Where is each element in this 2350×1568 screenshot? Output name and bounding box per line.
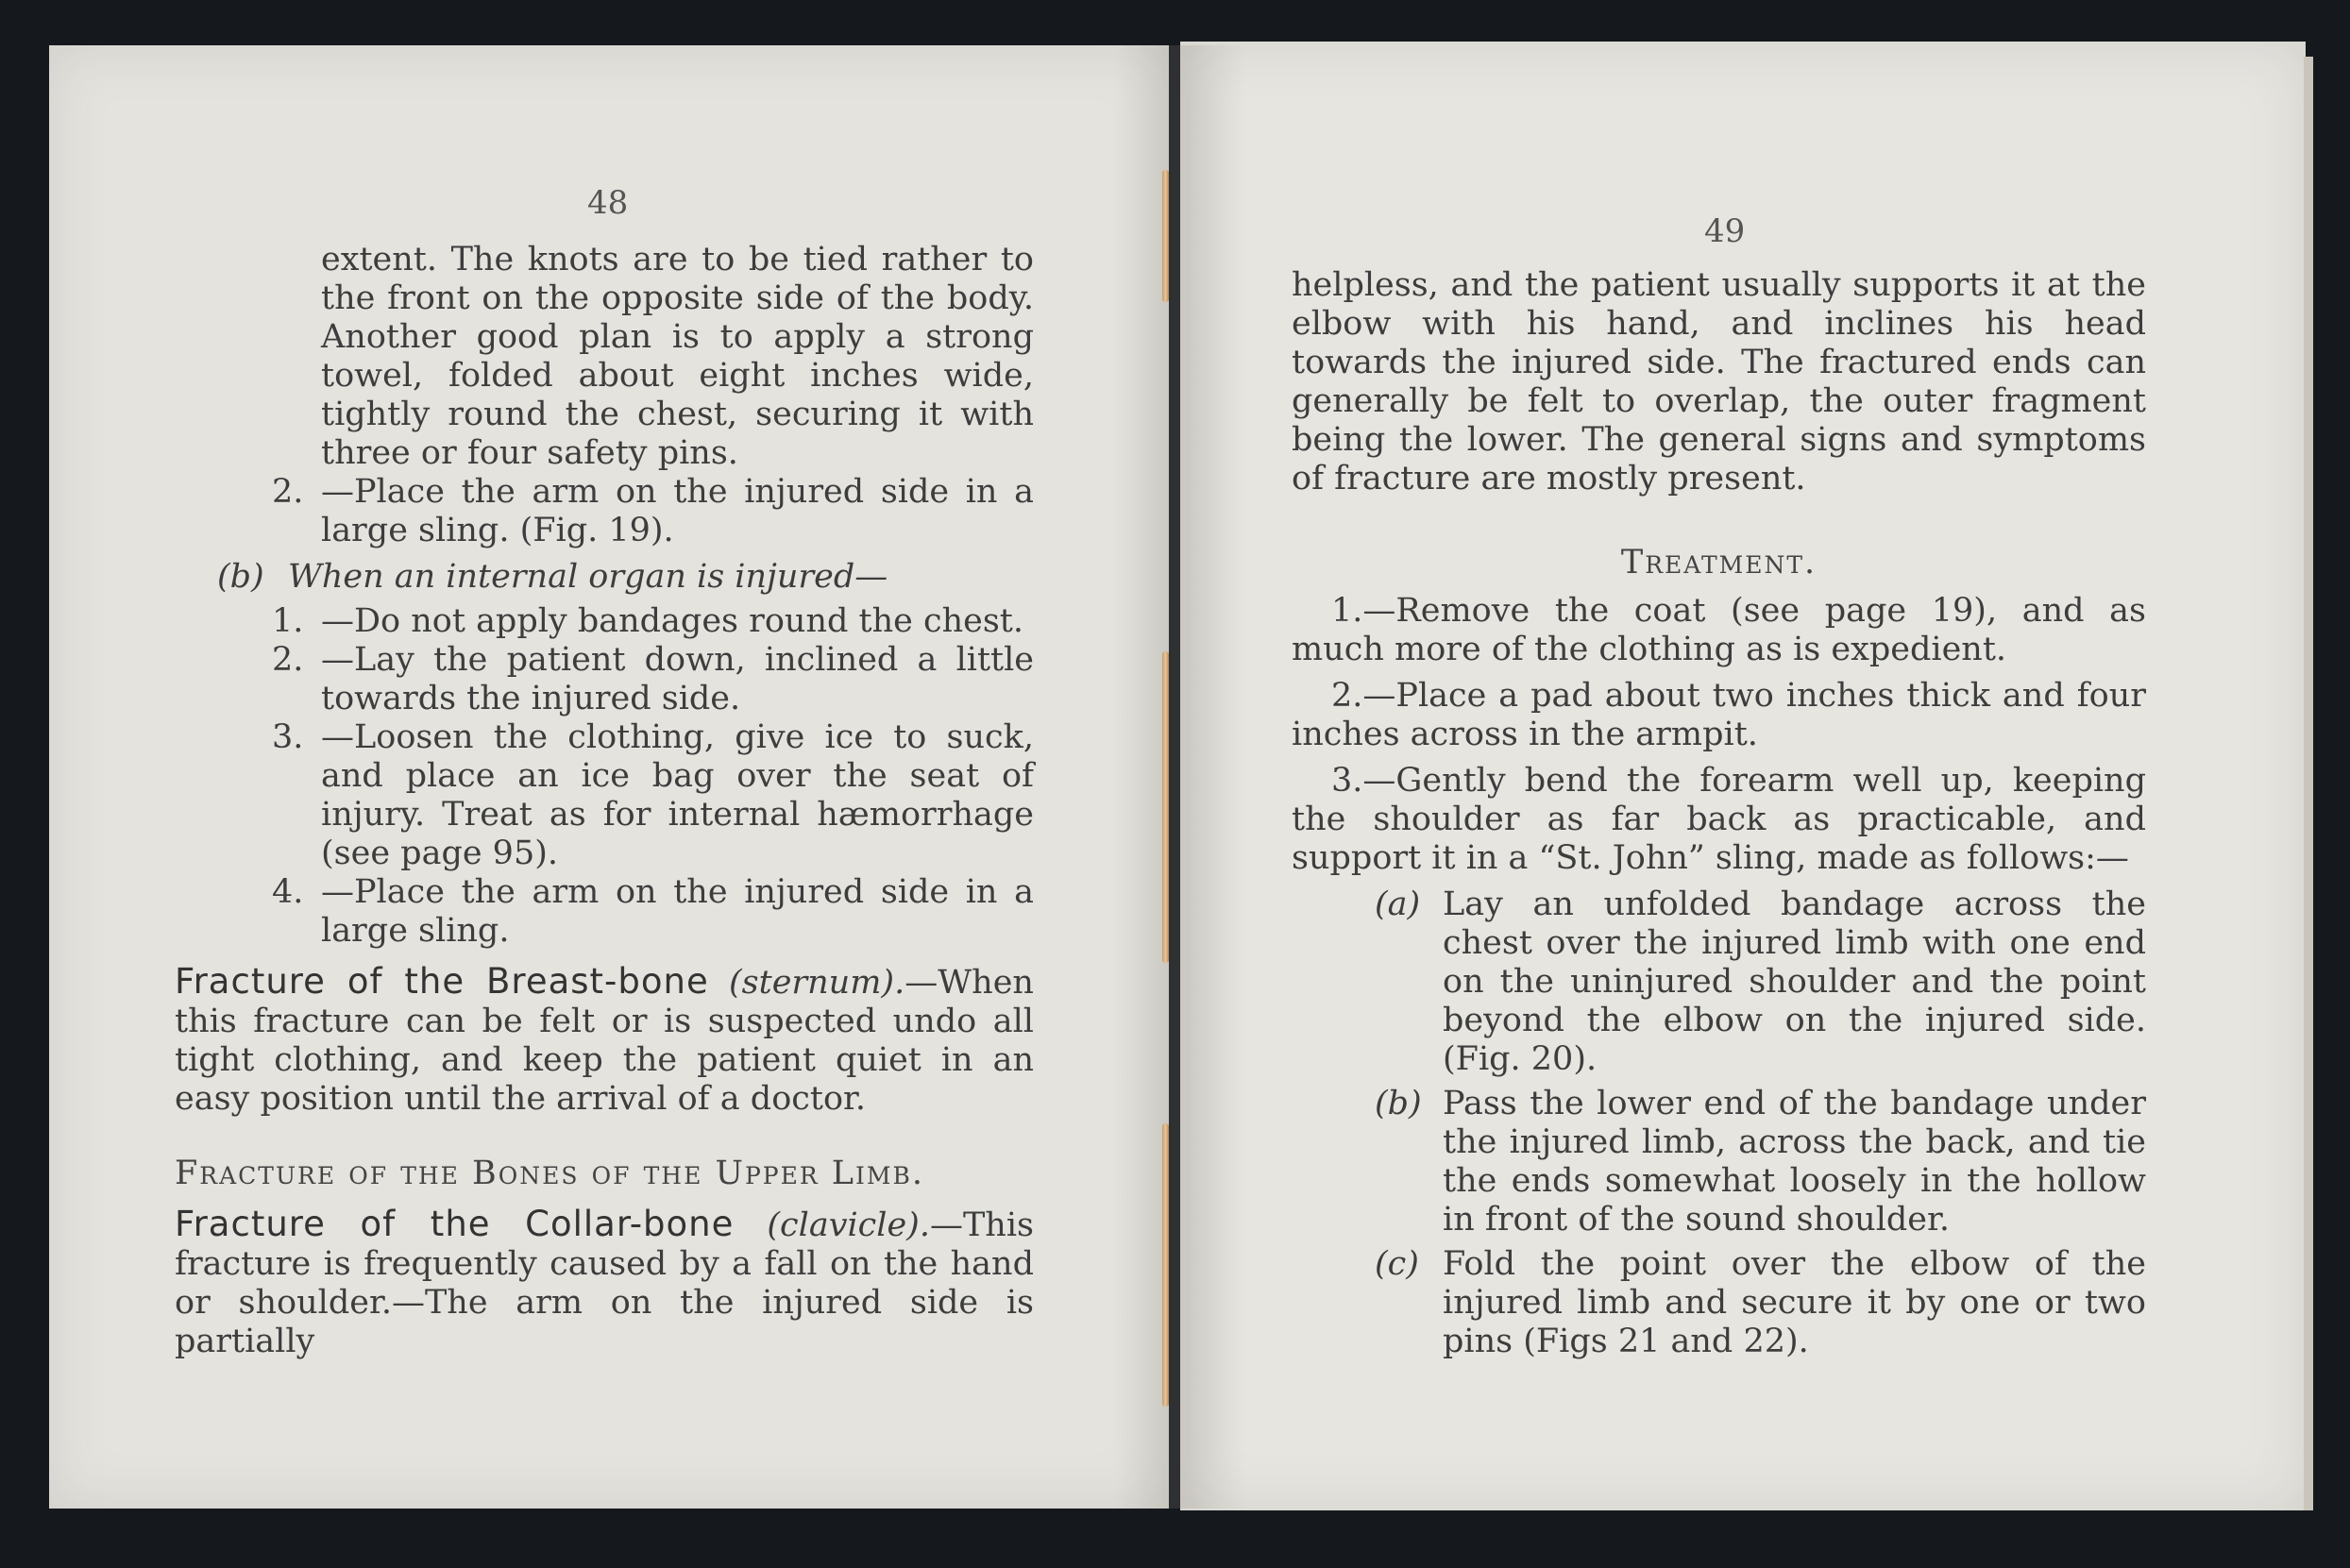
treatment-item-2-text: —Place a pad about two inches thick and four inches across in the armpit. (1292, 677, 2146, 753)
b-item-4-text: —Place the arm on the injured side in a large sling. (321, 873, 1034, 950)
sling-step-b-text: Pass the lower end of the bandage under the injured limb, across the back, and tie the ends somewhat loosely in the hollow in front of the sound shoulder. (1443, 1085, 2146, 1239)
left-opening-paragraph: extent. The knots are to be tied rather to the front on the opposite side of the body. Another good plan is to apply a strong towel, folded about eight inches wide, tightly round the chest, securing it with three or four safety pins. (321, 241, 1034, 472)
treatment-item-3 (1292, 762, 2146, 878)
left-page-text (175, 241, 1034, 1361)
treatment-heading: Treatment. (1620, 544, 1817, 582)
collarbone-paragraph (175, 1205, 1034, 1361)
right-page-number: 49 (1704, 212, 1746, 250)
right-opening-paragraph: helpless, and the patient usually supports it at the elbow with his hand, and inclines his head towards the injured side. The fractured ends can generally be felt to overlap, the outer fragment being the lower. The general signs and symptoms of fracture are mostly present. (1292, 266, 2146, 497)
binding-thread-middle (1162, 651, 1169, 963)
sling-step-c (1375, 1245, 2146, 1361)
treatment-item-3-number: 3. (1331, 762, 1363, 800)
b-item-3-number: 3. (272, 718, 304, 756)
b-item-1-number: 1. (272, 602, 304, 640)
subheading-b-text: When an internal organ is injured— (287, 558, 888, 596)
treatment-item-2-number: 2. (1331, 677, 1363, 715)
b-item-2-text: —Lay the patient down, inclined a little towards the injured side. (321, 641, 1034, 717)
upper-limb-section-heading: Fracture of the Bones of the Upper Limb. (175, 1155, 925, 1192)
b-item-2-number: 2. (272, 641, 304, 679)
collarbone-text: —This fracture is frequently caused by a fall on the hand or shoulder.—The arm on the injured side is partially (175, 1206, 1034, 1360)
collarbone-heading: Fracture of the Collar-bone (175, 1204, 735, 1244)
right-page-text (1292, 266, 2146, 1361)
treatment-item-1-number: 1. (1331, 592, 1363, 630)
b-item-3-text: —Loosen the clothing, give ice to suck, and place an ice bag over the seat of injury. Treat as for internal hæmorrhage (see page 95). (321, 718, 1034, 872)
binding-thread-top (1162, 170, 1169, 302)
subheading-b-label: (b) (217, 558, 264, 596)
left-item-2-text: —Place the arm on the injured side in a large sling. (Fig. 19). (321, 473, 1034, 549)
b-item-1 (272, 602, 1034, 641)
page-stack-edge (2304, 57, 2313, 1510)
b-item-3 (272, 718, 1034, 873)
collarbone-latin: (clavicle). (767, 1206, 930, 1244)
treatment-item-1 (1292, 592, 2146, 669)
treatment-item-2 (1292, 677, 2146, 754)
sling-step-b (1375, 1085, 2146, 1239)
binding-thread-bottom (1162, 1123, 1169, 1407)
subheading-b (217, 558, 1034, 597)
breastbone-latin: (sternum). (729, 964, 905, 1002)
left-item-2-number: 2. (272, 473, 304, 511)
b-item-2 (272, 641, 1034, 718)
sling-step-a-label: (a) (1375, 885, 1421, 923)
sling-step-a-text: Lay an unfolded bandage across the chest over the injured limb with one end on the uninjured shoulder and the point beyond the elbow on the injured side. (Fig. 20). (1443, 885, 2146, 1078)
treatment-item-1-text: —Remove the coat (see page 19), and as much more of the clothing as is expedient. (1292, 592, 2146, 668)
b-item-1-text: —Do not apply bandages round the chest. (321, 602, 1023, 640)
b-item-4-number: 4. (272, 873, 304, 911)
breastbone-paragraph (175, 962, 1034, 1119)
breastbone-text: —When this fracture can be felt or is suspected undo all tight clothing, and keep the patient quiet in an easy position until the arrival of a doctor. (175, 964, 1034, 1118)
gutter-shadow (1114, 45, 1246, 1509)
sling-step-a (1375, 885, 2146, 1079)
b-item-4 (272, 873, 1034, 951)
treatment-item-3-text: —Gently bend the forearm well up, keeping the shoulder as far back as practicable, and support it in a “St. John” sling, made as follows:— (1292, 762, 2146, 877)
breastbone-heading: Fracture of the Breast-bone (175, 961, 709, 1002)
sling-step-b-label: (b) (1375, 1085, 1422, 1122)
left-item-2 (272, 473, 1034, 550)
left-page-number: 48 (587, 184, 629, 222)
sling-step-c-label: (c) (1375, 1245, 1419, 1283)
sling-step-c-text: Fold the point over the elbow of the injured limb and secure it by one or two pins (Figs 21 and 22). (1443, 1245, 2146, 1360)
